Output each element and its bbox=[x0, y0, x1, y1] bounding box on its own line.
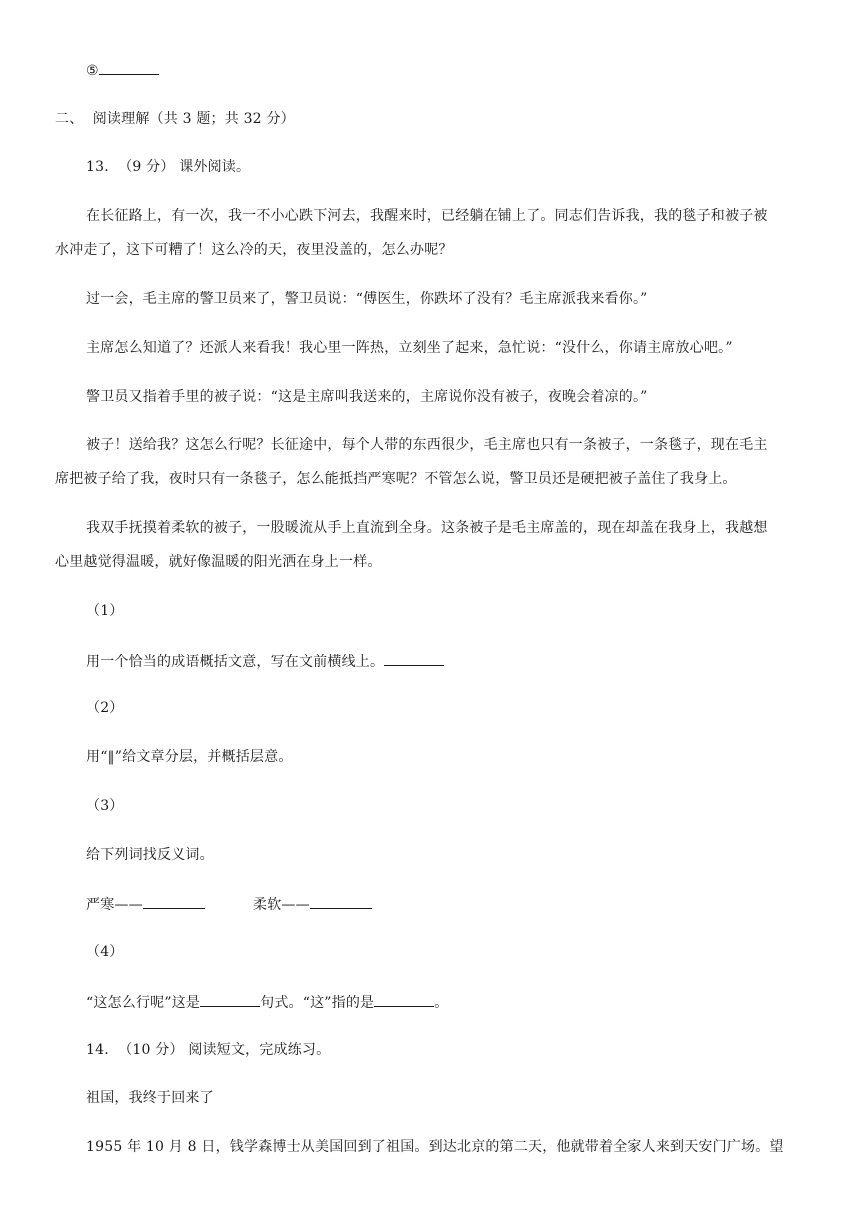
q13-sub3-text: 给下列词找反义词。 bbox=[86, 847, 214, 863]
q13-sub2-number: （2） bbox=[86, 700, 124, 716]
q13-sub3-words bbox=[86, 894, 205, 914]
q13-passage-line: 我双手抚摸着柔软的被子，一股暖流从手上直流到全身。这条被子是毛主席盖的，现在却盖在我身上，我越想 bbox=[86, 520, 768, 536]
answer-5-line bbox=[86, 60, 159, 80]
q13-passage-line: 席把被子给了我，夜时只有一条毯子，怎么能抵挡严寒呢？不管怎么说，警卫员还是硬把被子盖住了我身上。 bbox=[55, 471, 737, 487]
q14-title: 祖国，我终于回来了 bbox=[86, 1090, 214, 1106]
q13-sub3-blank1[interactable] bbox=[143, 894, 205, 909]
q13-sub4-blank2[interactable] bbox=[374, 992, 434, 1007]
q13-passage-line: 水冲走了，这下可糟了！这么冷的天，夜里没盖的，怎么办呢？ bbox=[55, 242, 453, 258]
q14-instruction: 阅读短文，完成练习。 bbox=[188, 1042, 331, 1058]
answer-5-blank[interactable] bbox=[99, 60, 159, 75]
q13-sub1-prompt bbox=[86, 651, 444, 671]
q13-passage-line: 在长征路上，有一次，我一不小心跌下河去，我醒来时，已经躺在铺上了。同志们告诉我，我的毯子和被子被 bbox=[86, 208, 768, 224]
q13-sub3-number: （3） bbox=[86, 798, 124, 814]
q13-sub1-text: 用一个恰当的成语概括文意，写在文前横线上。 bbox=[86, 654, 385, 670]
q13-passage-line: 被子！送给我？这怎么行呢？长征途中，每个人带的东西很少，毛主席也只有一条被子，一条毯子，现在毛主 bbox=[86, 437, 768, 453]
q13-sub1-number: （1） bbox=[86, 603, 124, 619]
q14-number: 14. bbox=[86, 1042, 109, 1058]
q13-score: （9 分） bbox=[118, 159, 175, 175]
q13-header bbox=[86, 158, 250, 176]
q13-number: 13. bbox=[86, 159, 109, 175]
q13-passage-line: 过一会，毛主席的警卫员来了，警卫员说：“傅医生，你跌坏了没有？毛主席派我来看你。” bbox=[86, 291, 648, 307]
q13-sub4-part2: 句式。“这”指的是 bbox=[260, 995, 375, 1011]
section-2-label: 二、 bbox=[55, 111, 84, 127]
answer-5-label: ⑤ bbox=[86, 63, 99, 79]
section-2-heading bbox=[55, 110, 295, 128]
q14-passage-line: 1955 年 10 月 8 日，钱学森博士从美国回到了祖国。到达北京的第二天，他就带着全家人来到天安门广场。望 bbox=[86, 1139, 784, 1155]
q13-sub3-blank2[interactable] bbox=[310, 894, 372, 909]
q13-passage-line: 警卫员又指着手里的被子说：“这是主席叫我送来的，主席说你没有被子，夜晚会着凉的。” bbox=[86, 389, 648, 405]
q13-sub3-word1: 严寒—— bbox=[86, 897, 143, 913]
q13-passage-line: 心里越觉得温暖，就好像温暖的阳光洒在身上一样。 bbox=[55, 554, 382, 570]
q13-sub4-part3: 。 bbox=[434, 995, 449, 1011]
q14-score: （10 分） bbox=[118, 1042, 184, 1058]
q13-instruction: 课外阅读。 bbox=[179, 159, 251, 175]
q13-sub3-words-2 bbox=[253, 894, 372, 914]
q13-sub1-blank[interactable] bbox=[384, 651, 444, 666]
q13-sub4-blank1[interactable] bbox=[200, 992, 260, 1007]
q13-sub4-part1: “这怎么行呢”这是 bbox=[86, 995, 201, 1011]
section-2-title: 阅读理解（共 3 题；共 32 分） bbox=[92, 111, 295, 127]
q13-passage-line: 主席怎么知道了？还派人来看我！我心里一阵热，立刻坐了起来，急忙说：“没什么，你请主席放心吧。” bbox=[86, 340, 733, 356]
q13-sub3-word2: 柔软—— bbox=[253, 897, 310, 913]
q14-header bbox=[86, 1041, 330, 1059]
q13-sub4-prompt bbox=[86, 992, 448, 1012]
q13-sub4-number: （4） bbox=[86, 944, 124, 960]
q13-sub2-text: 用“‖”给文章分层，并概括层意。 bbox=[86, 749, 293, 765]
